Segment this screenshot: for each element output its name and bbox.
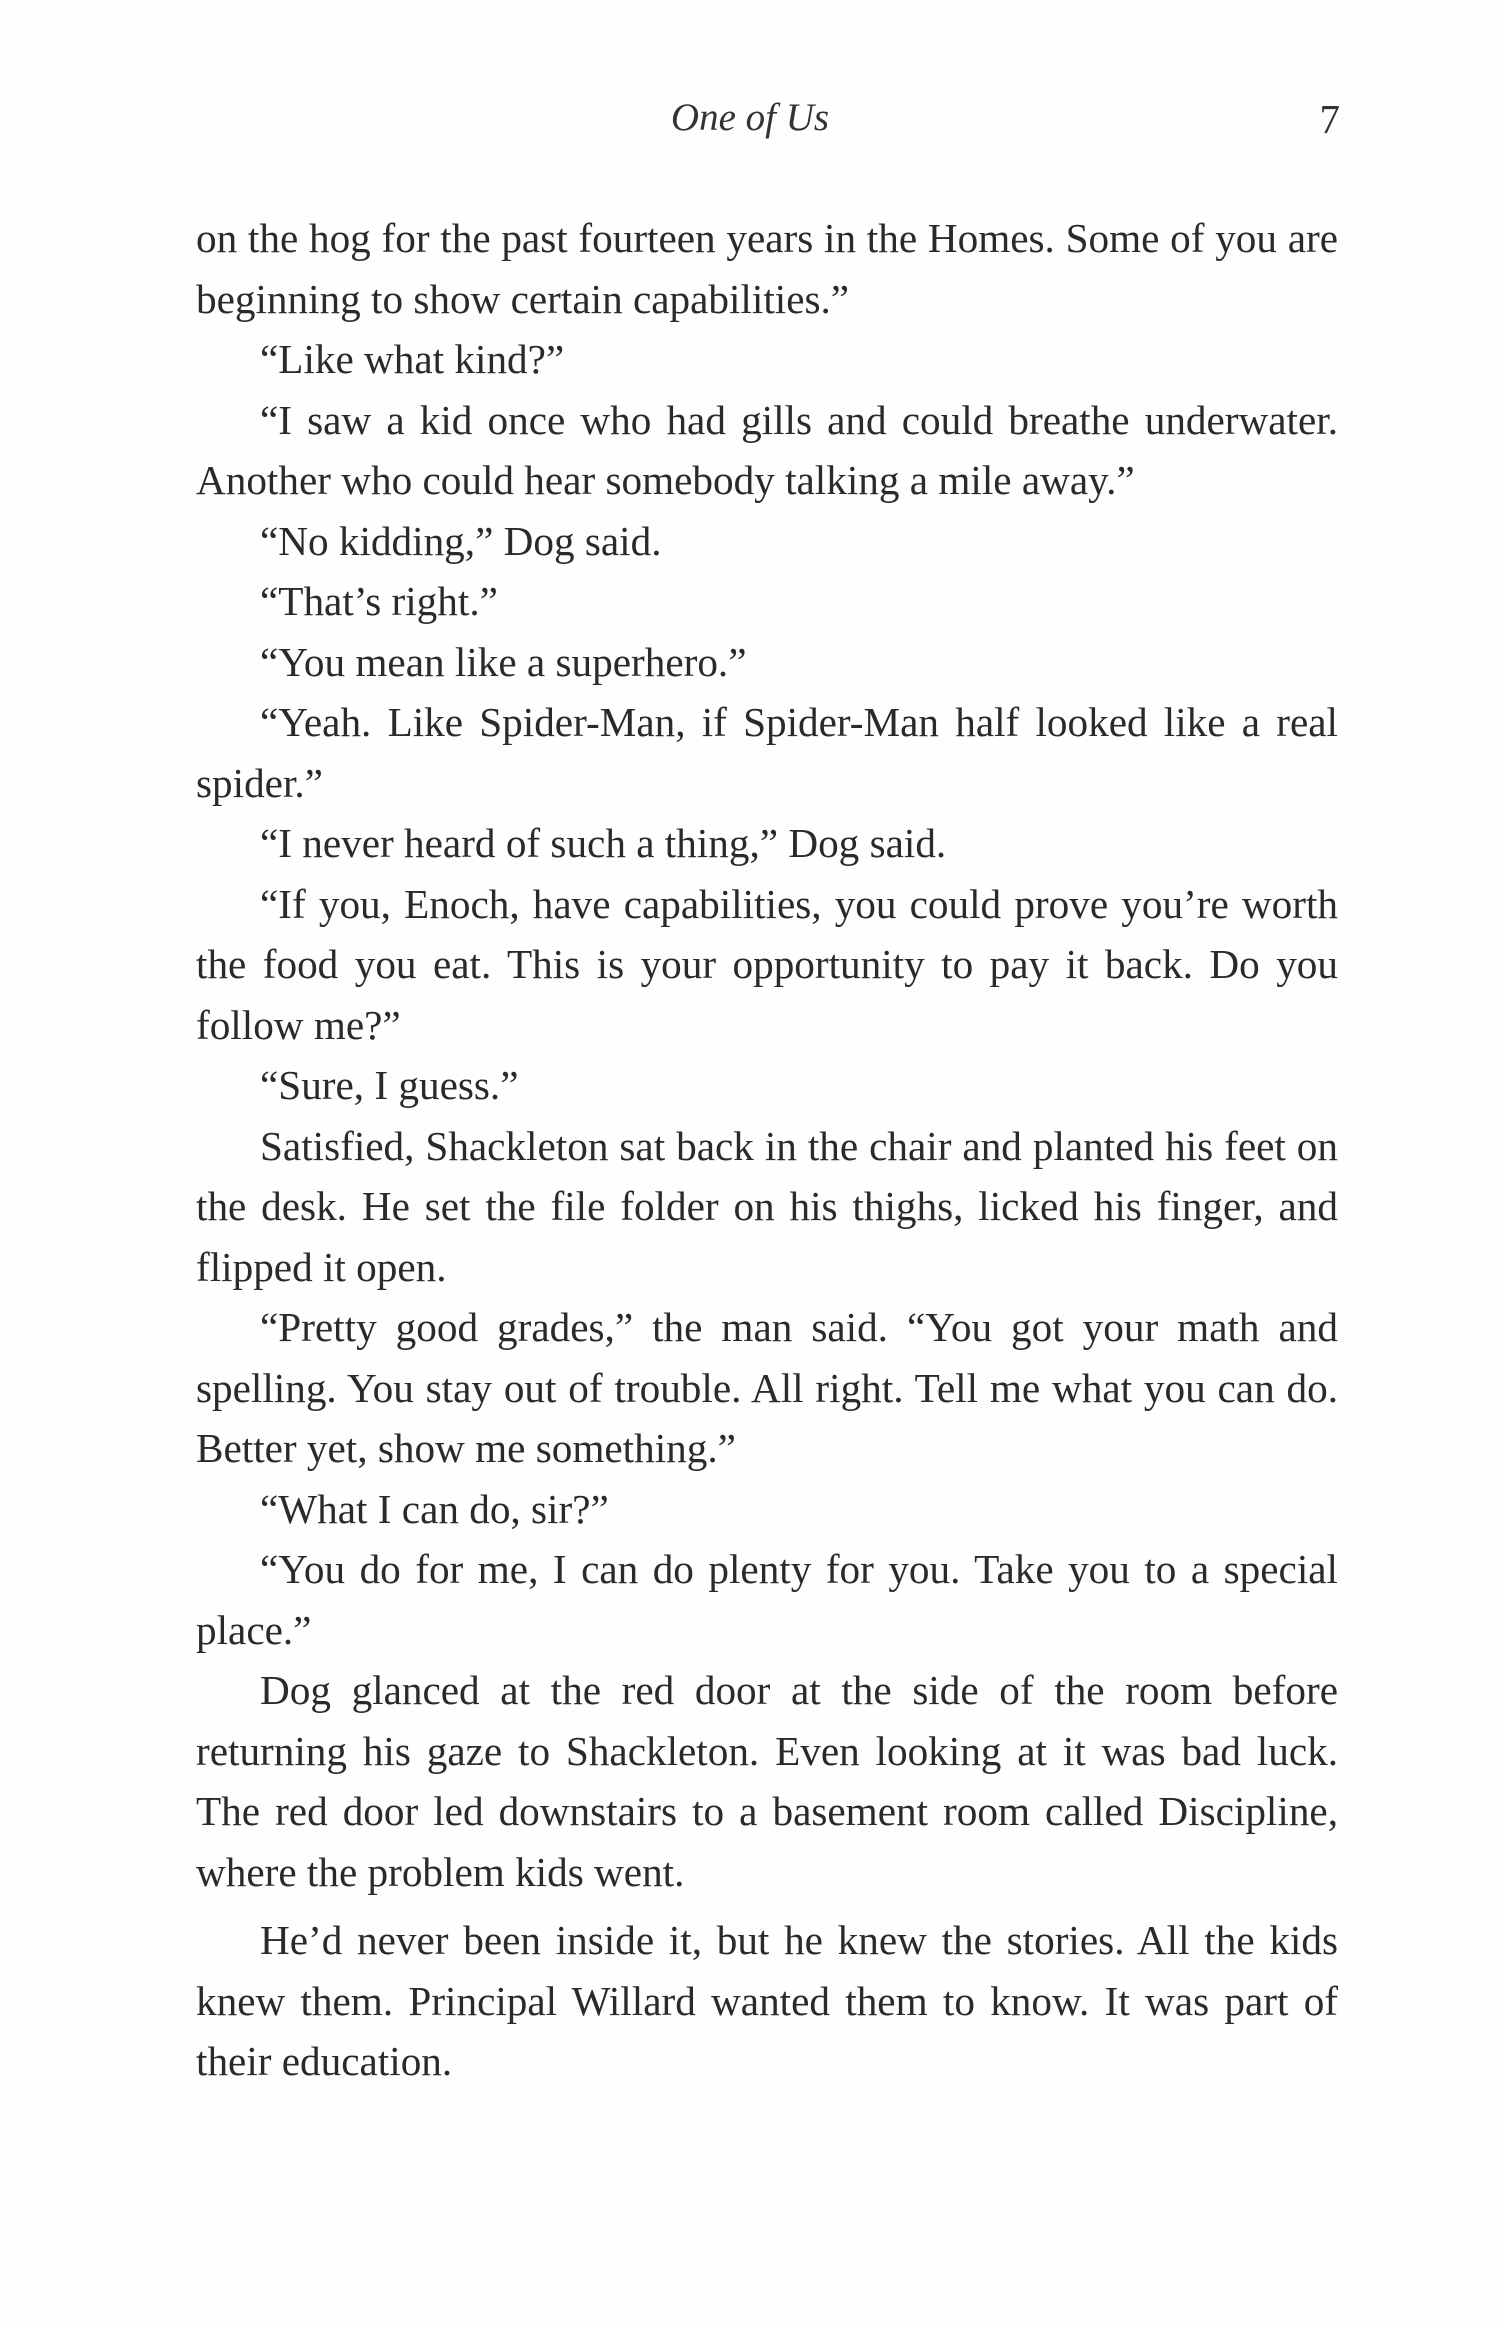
running-head [0,95,1500,155]
paragraph: “I saw a kid once who had gills and could breathe underwater. Another who could hear somebody talking a mile away.” [196,396,1338,503]
paragraph: “You mean like a superhero.” [260,638,747,685]
paragraph: “Pretty good grades,” the man said. “You got your math and spelling. You stay out of trouble. All right. Tell me what you can do. Better yet, show me something.” [196,1304,1338,1471]
paragraph: “Like what kind?” [260,336,565,382]
paragraph: “Yeah. Like Spider-Man, if Spider-Man half looked like a real spider.” [196,699,1338,806]
paragraph: “If you, Enoch, have capabilities, you could prove you’re worth the food you eat. This is your opportunity to pay it back. Do you follow me?” [196,880,1338,1048]
paragraph: “That’s right.” [260,578,498,624]
paragraph: “I never heard of such a thing,” Dog said. [260,820,947,866]
paragraph: “What I can do, sir?” [260,1485,609,1532]
body-text [196,208,1338,2092]
paragraph: on the hog for the past fourteen years in the Homes. Some of you are beginning to show certain capabilities.” [196,215,1338,322]
paragraph: “Sure, I guess.” [260,1062,519,1108]
page-number: 7 [1319,96,1340,142]
paragraph: “No kidding,” Dog said. [260,517,662,564]
paragraph: “You do for me, I can do plenty for you. Take you to a special place.” [196,1546,1338,1653]
paragraph: Satisfied, Shackleton sat back in the chair and planted his feet on the desk. He set the file folder on his thighs, licked his finger, and flipped it open. [196,1122,1338,1290]
paragraph: Dog glanced at the red door at the side of the room before returning his gaze to Shackleton. Even looking at it was bad luck. The red door led downstairs to a basement room called Discipline, where the problem kids went. [196,1667,1338,1895]
paragraph: He’d never been inside it, but he knew the stories. All the kids knew them. Principal Willard wanted them to know. It was part of their education. [196,1917,1338,2084]
running-title: One of Us [670,96,830,139]
